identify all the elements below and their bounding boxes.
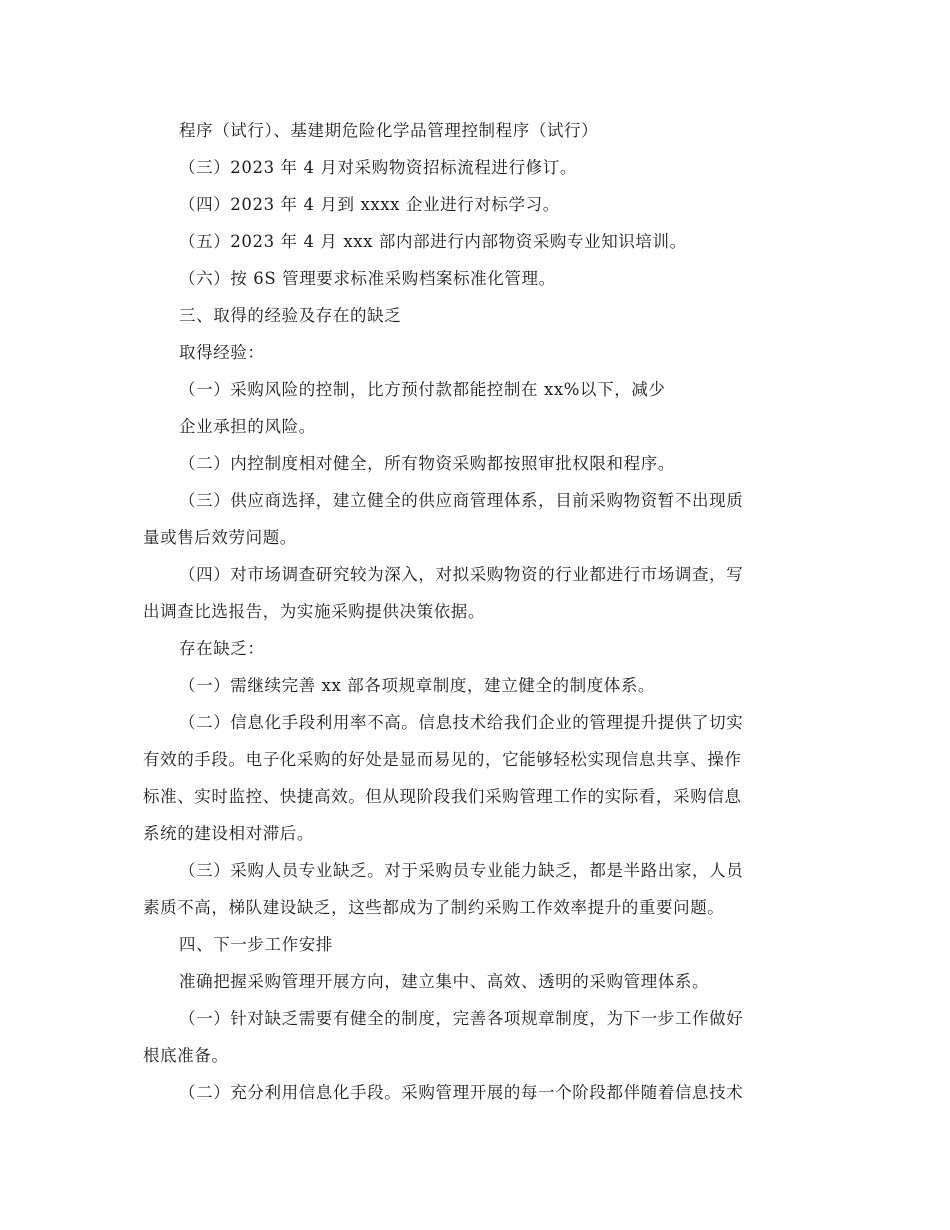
text-line: 程序（试行）、基建期危险化学品管理控制程序（试行） [179,121,599,140]
text-line: （四）2023 年 4 月到 xxxx 企业进行对标学习。 [179,195,560,214]
text-line: 标准、实时监控、快捷高效。但从现阶段我们采购管理工作的实际看，采购信息 [143,787,742,806]
text-line: （一）针对缺乏需要有健全的制度，完善各项规章制度，为下一步工作做好 [179,1009,744,1028]
section-heading: 三、取得的经验及存在的缺乏 [179,306,402,325]
subheading: 存在缺乏： [179,639,265,658]
text-line: 企业承担的风险。 [179,417,316,436]
text-line: （一）需继续完善 xx 部各项规章制度，建立健全的制度体系。 [179,676,656,695]
text-line: 系统的建设相对滞后。 [143,824,314,843]
text-line: （四）对市场调查研究较为深入，对拟采购物资的行业都进行市场调查，写 [179,565,744,584]
section-heading: 四、下一步工作安排 [179,935,333,954]
text-line: 根底准备。 [143,1046,229,1065]
document-body [143,112,803,1111]
text-line: （六）按 6S 管理要求标准采购档案标准化管理。 [179,269,556,288]
text-line: （一）采购风险的控制，比方预付款都能控制在 xx%以下，减少 [179,380,666,399]
text-line: （五）2023 年 4 月 xxx 部内部进行内部物资采购专业知识培训。 [179,232,687,251]
text-line: （三）采购人员专业缺乏。对于采购员专业能力缺乏，都是半路出家，人员 [179,861,744,880]
text-line: 素质不高，梯队建设缺乏，这些都成为了制约采购工作效率提升的重要问题。 [143,898,725,917]
text-line: （二）充分利用信息化手段。采购管理开展的每一个阶段都伴随着信息技术 [179,1083,744,1102]
subheading: 取得经验： [179,343,265,362]
text-line: 量或售后效劳问题。 [143,528,297,547]
text-line: （二）信息化手段利用率不高。信息技术给我们企业的管理提升提供了切实 [179,713,744,732]
text-line: （二）内控制度相对健全，所有物资采购都按照审批权限和程序。 [179,454,675,473]
text-line: （三）2023 年 4 月对采购物资招标流程进行修订。 [179,158,577,177]
text-line: （三）供应商选择，建立健全的供应商管理体系，目前采购物资暂不出现质 [179,491,744,510]
text-line: 有效的手段。电子化采购的好处是显而易见的，它能够轻松实现信息共享、操作 [143,750,742,769]
text-line: 准确把握采购管理开展方向，建立集中、高效、透明的采购管理体系。 [179,972,710,991]
text-line: 出调查比选报告，为实施采购提供决策依据。 [143,602,485,621]
